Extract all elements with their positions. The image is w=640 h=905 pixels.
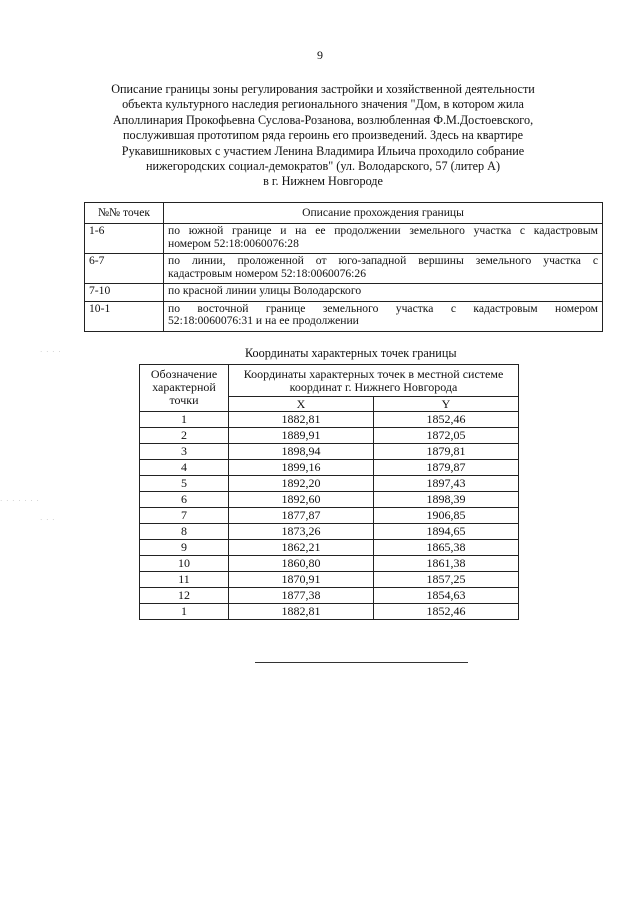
point-number-cell: 1	[140, 412, 229, 428]
y-coordinate-cell: 1852,46	[373, 412, 518, 428]
title-line: Аполлинария Прокофьевна Суслова-Розанова, возлюбленная Ф.М.Достоевского,	[112, 112, 534, 127]
description-line: по линии, проложенной от юго-западной вершины земельного участка с	[168, 254, 598, 267]
table-row	[140, 428, 519, 444]
column-header-points: №№ точек	[85, 203, 164, 224]
description-line: кадастровым номером 52:18:0060076:26	[168, 266, 366, 280]
description-cell	[164, 224, 603, 254]
y-coordinate-cell: 1861,38	[373, 556, 518, 572]
x-coordinate-cell: 1877,87	[229, 508, 374, 524]
point-number-cell: 8	[140, 524, 229, 540]
points-cell: 6-7	[85, 254, 164, 284]
table-row	[140, 588, 519, 604]
y-coordinate-cell: 1879,87	[373, 460, 518, 476]
point-number-cell: 12	[140, 588, 229, 604]
coordinates-table	[139, 364, 519, 620]
description-line: по южной границе и на ее продолжении земельного участка с кадастровым	[168, 224, 598, 237]
y-coordinate-cell: 1872,05	[373, 428, 518, 444]
coordinates-body	[140, 412, 519, 620]
x-coordinate-cell: 1882,81	[229, 412, 374, 428]
point-number-cell: 10	[140, 556, 229, 572]
x-coordinate-cell: 1860,80	[229, 556, 374, 572]
y-coordinate-cell: 1865,38	[373, 540, 518, 556]
table-row	[140, 540, 519, 556]
x-coordinate-cell: 1889,91	[229, 428, 374, 444]
x-coordinate-cell: 1899,16	[229, 460, 374, 476]
scan-speck: · · · ·	[40, 348, 62, 356]
y-coordinate-cell: 1852,46	[373, 604, 518, 620]
point-number-cell: 3	[140, 444, 229, 460]
title-line: Описание границы зоны регулирования застройки и хозяйственной деятельности	[111, 82, 535, 96]
description-line: по восточной границе земельного участка с кадастровым номером	[168, 301, 598, 315]
x-coordinate-cell: 1898,94	[229, 444, 374, 460]
table-row	[85, 224, 603, 254]
title-line: в г. Нижнем Новгороде	[263, 174, 383, 189]
x-coordinate-cell: 1873,26	[229, 524, 374, 540]
y-coordinate-cell: 1897,43	[373, 476, 518, 492]
point-number-cell: 4	[140, 460, 229, 476]
x-coordinate-cell: 1892,60	[229, 492, 374, 508]
points-cell: 7-10	[85, 284, 164, 302]
table-row	[140, 412, 519, 428]
title-line: нижегородских социал-демократов" (ул. Володарского, 57 (литер А)	[146, 159, 500, 174]
points-cell: 10-1	[85, 301, 164, 331]
point-number-cell: 7	[140, 508, 229, 524]
scan-speck: · · ·	[40, 516, 56, 524]
table-header-row	[140, 365, 519, 397]
title-line: послужившая прототипом ряда героинь его произведений. Здесь на квартире	[123, 128, 523, 143]
x-coordinate-cell: 1882,81	[229, 604, 374, 620]
y-coordinate-cell: 1854,63	[373, 588, 518, 604]
column-header-point: Обозначение характерной точки	[140, 365, 229, 412]
point-number-cell: 5	[140, 476, 229, 492]
title-line: Рукавишниковых с участием Ленина Владимира Ильича проходило собрание	[121, 143, 525, 158]
table-row	[140, 508, 519, 524]
description-line: 52:18:0060076:31 и на ее продолжении	[168, 314, 359, 327]
scan-speck: · · · · · · ·	[0, 497, 40, 505]
description-line: номером 52:18:0060076:28	[168, 236, 299, 250]
table-row	[140, 556, 519, 572]
description-cell	[164, 301, 603, 331]
coordinates-caption: Координаты характерных точек границы	[245, 346, 457, 360]
y-coordinate-cell: 1894,65	[373, 524, 518, 540]
table-row	[140, 604, 519, 620]
page-number: 9	[317, 48, 323, 62]
point-number-cell: 1	[140, 604, 229, 620]
point-number-cell: 2	[140, 428, 229, 444]
y-coordinate-cell: 1857,25	[373, 572, 518, 588]
point-number-cell: 11	[140, 572, 229, 588]
column-header-x: X	[229, 397, 374, 412]
table-row	[85, 284, 603, 302]
description-line: по красной линии улицы Володарского	[168, 284, 362, 297]
column-header-coordinates: Координаты характерных точек в местной системе координат г. Нижнего Новгорода	[229, 365, 519, 397]
table-row	[140, 476, 519, 492]
point-number-cell: 9	[140, 540, 229, 556]
description-cell	[164, 254, 603, 284]
table-row	[85, 254, 603, 284]
table-header-row	[85, 203, 603, 224]
table-row	[140, 444, 519, 460]
point-number-cell: 6	[140, 492, 229, 508]
description-cell	[164, 284, 603, 302]
table-row	[140, 572, 519, 588]
y-coordinate-cell: 1906,85	[373, 508, 518, 524]
table-row	[140, 524, 519, 540]
title-line: объекта культурного наследия регионального значения "Дом, в котором жила	[122, 97, 524, 112]
table-row	[140, 492, 519, 508]
column-header-description: Описание прохождения границы	[164, 203, 603, 224]
y-coordinate-cell: 1879,81	[373, 444, 518, 460]
boundary-description-table	[84, 202, 603, 332]
x-coordinate-cell: 1877,38	[229, 588, 374, 604]
points-cell: 1-6	[85, 224, 164, 254]
x-coordinate-cell: 1870,91	[229, 572, 374, 588]
x-coordinate-cell: 1892,20	[229, 476, 374, 492]
x-coordinate-cell: 1862,21	[229, 540, 374, 556]
y-coordinate-cell: 1898,39	[373, 492, 518, 508]
column-header-y: Y	[373, 397, 518, 412]
table-row	[140, 460, 519, 476]
document-title	[88, 82, 558, 190]
end-rule	[255, 662, 468, 663]
table-row	[85, 301, 603, 331]
